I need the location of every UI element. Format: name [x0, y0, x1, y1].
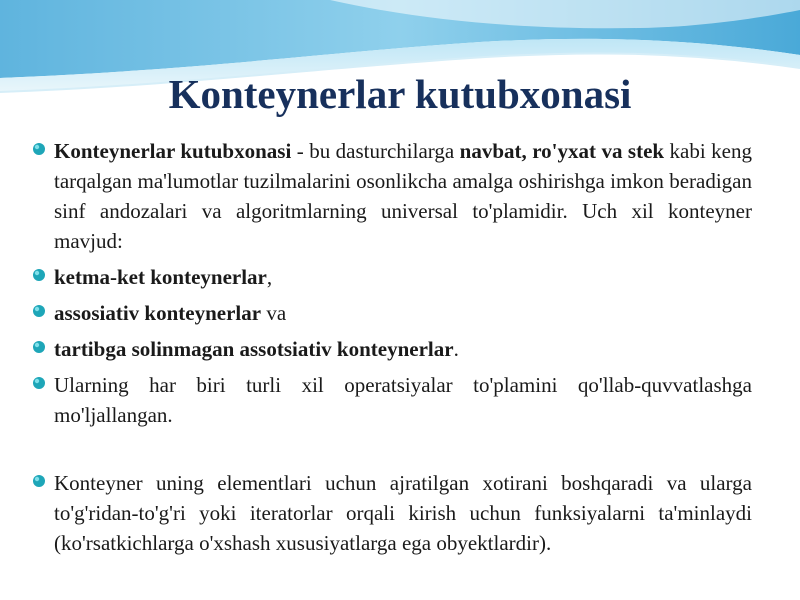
- bullet-item: [30, 334, 752, 364]
- bullet-bold-term: ketma-ket konteynerlar: [54, 265, 267, 289]
- bullet-item: [30, 468, 752, 558]
- bullet-item: [30, 298, 752, 328]
- bullet-text: ,: [266, 265, 273, 289]
- bullet-text: .: [453, 337, 459, 361]
- bullet-item: [30, 136, 752, 256]
- bullet-bold-term: assosiativ konteynerlar: [54, 301, 262, 325]
- bullet-item: [30, 262, 752, 292]
- bullet-dot-icon: [32, 268, 46, 282]
- bullet-bold-term: Konteynerlar kutubxonasi: [54, 139, 292, 163]
- slide-title: Konteynerlar kutubxonasi: [168, 71, 632, 117]
- bullet-dot-icon: [32, 474, 46, 488]
- bullet-text: Ularning har biri turli xil operatsiyalar to'plamini qo'llab-quvvatlashga mo'ljallangan.: [54, 373, 752, 427]
- bullet-text: va: [261, 301, 287, 325]
- bullet-dot-icon: [32, 376, 46, 390]
- slide-content: [30, 136, 752, 558]
- bullet-bold-term: navbat, ro'yxat va stek: [459, 139, 665, 163]
- bullet-dot-icon: [32, 142, 46, 156]
- bullet-dot-icon: [32, 340, 46, 354]
- bullet-bold-term: tartibga solinmagan assotsiativ konteynerlar: [54, 337, 454, 361]
- bullet-item: [30, 370, 752, 430]
- bullet-text: Konteyner uning elementlari uchun ajratilgan xotirani boshqaradi va ularga to'g'ridan-to'g'ri yoki iteratorlar orqali kirish uchun funksiyalarni ta'minlaydi (ko'rsatkichlarga o'xshash xususiyatlarga ega obyektlardir).: [54, 471, 752, 555]
- bullet-dot-icon: [32, 304, 46, 318]
- bullet-text: - bu dasturchilarga: [291, 139, 460, 163]
- bullet-text: kabi keng tarqalgan ma'lumotlar tuzilmalarini osonlikcha amalga oshirishga imkon beradigan sinf andozalari va algoritmlarning universal to'plamidir. Uch xil konteyner mavjud:: [54, 139, 752, 253]
